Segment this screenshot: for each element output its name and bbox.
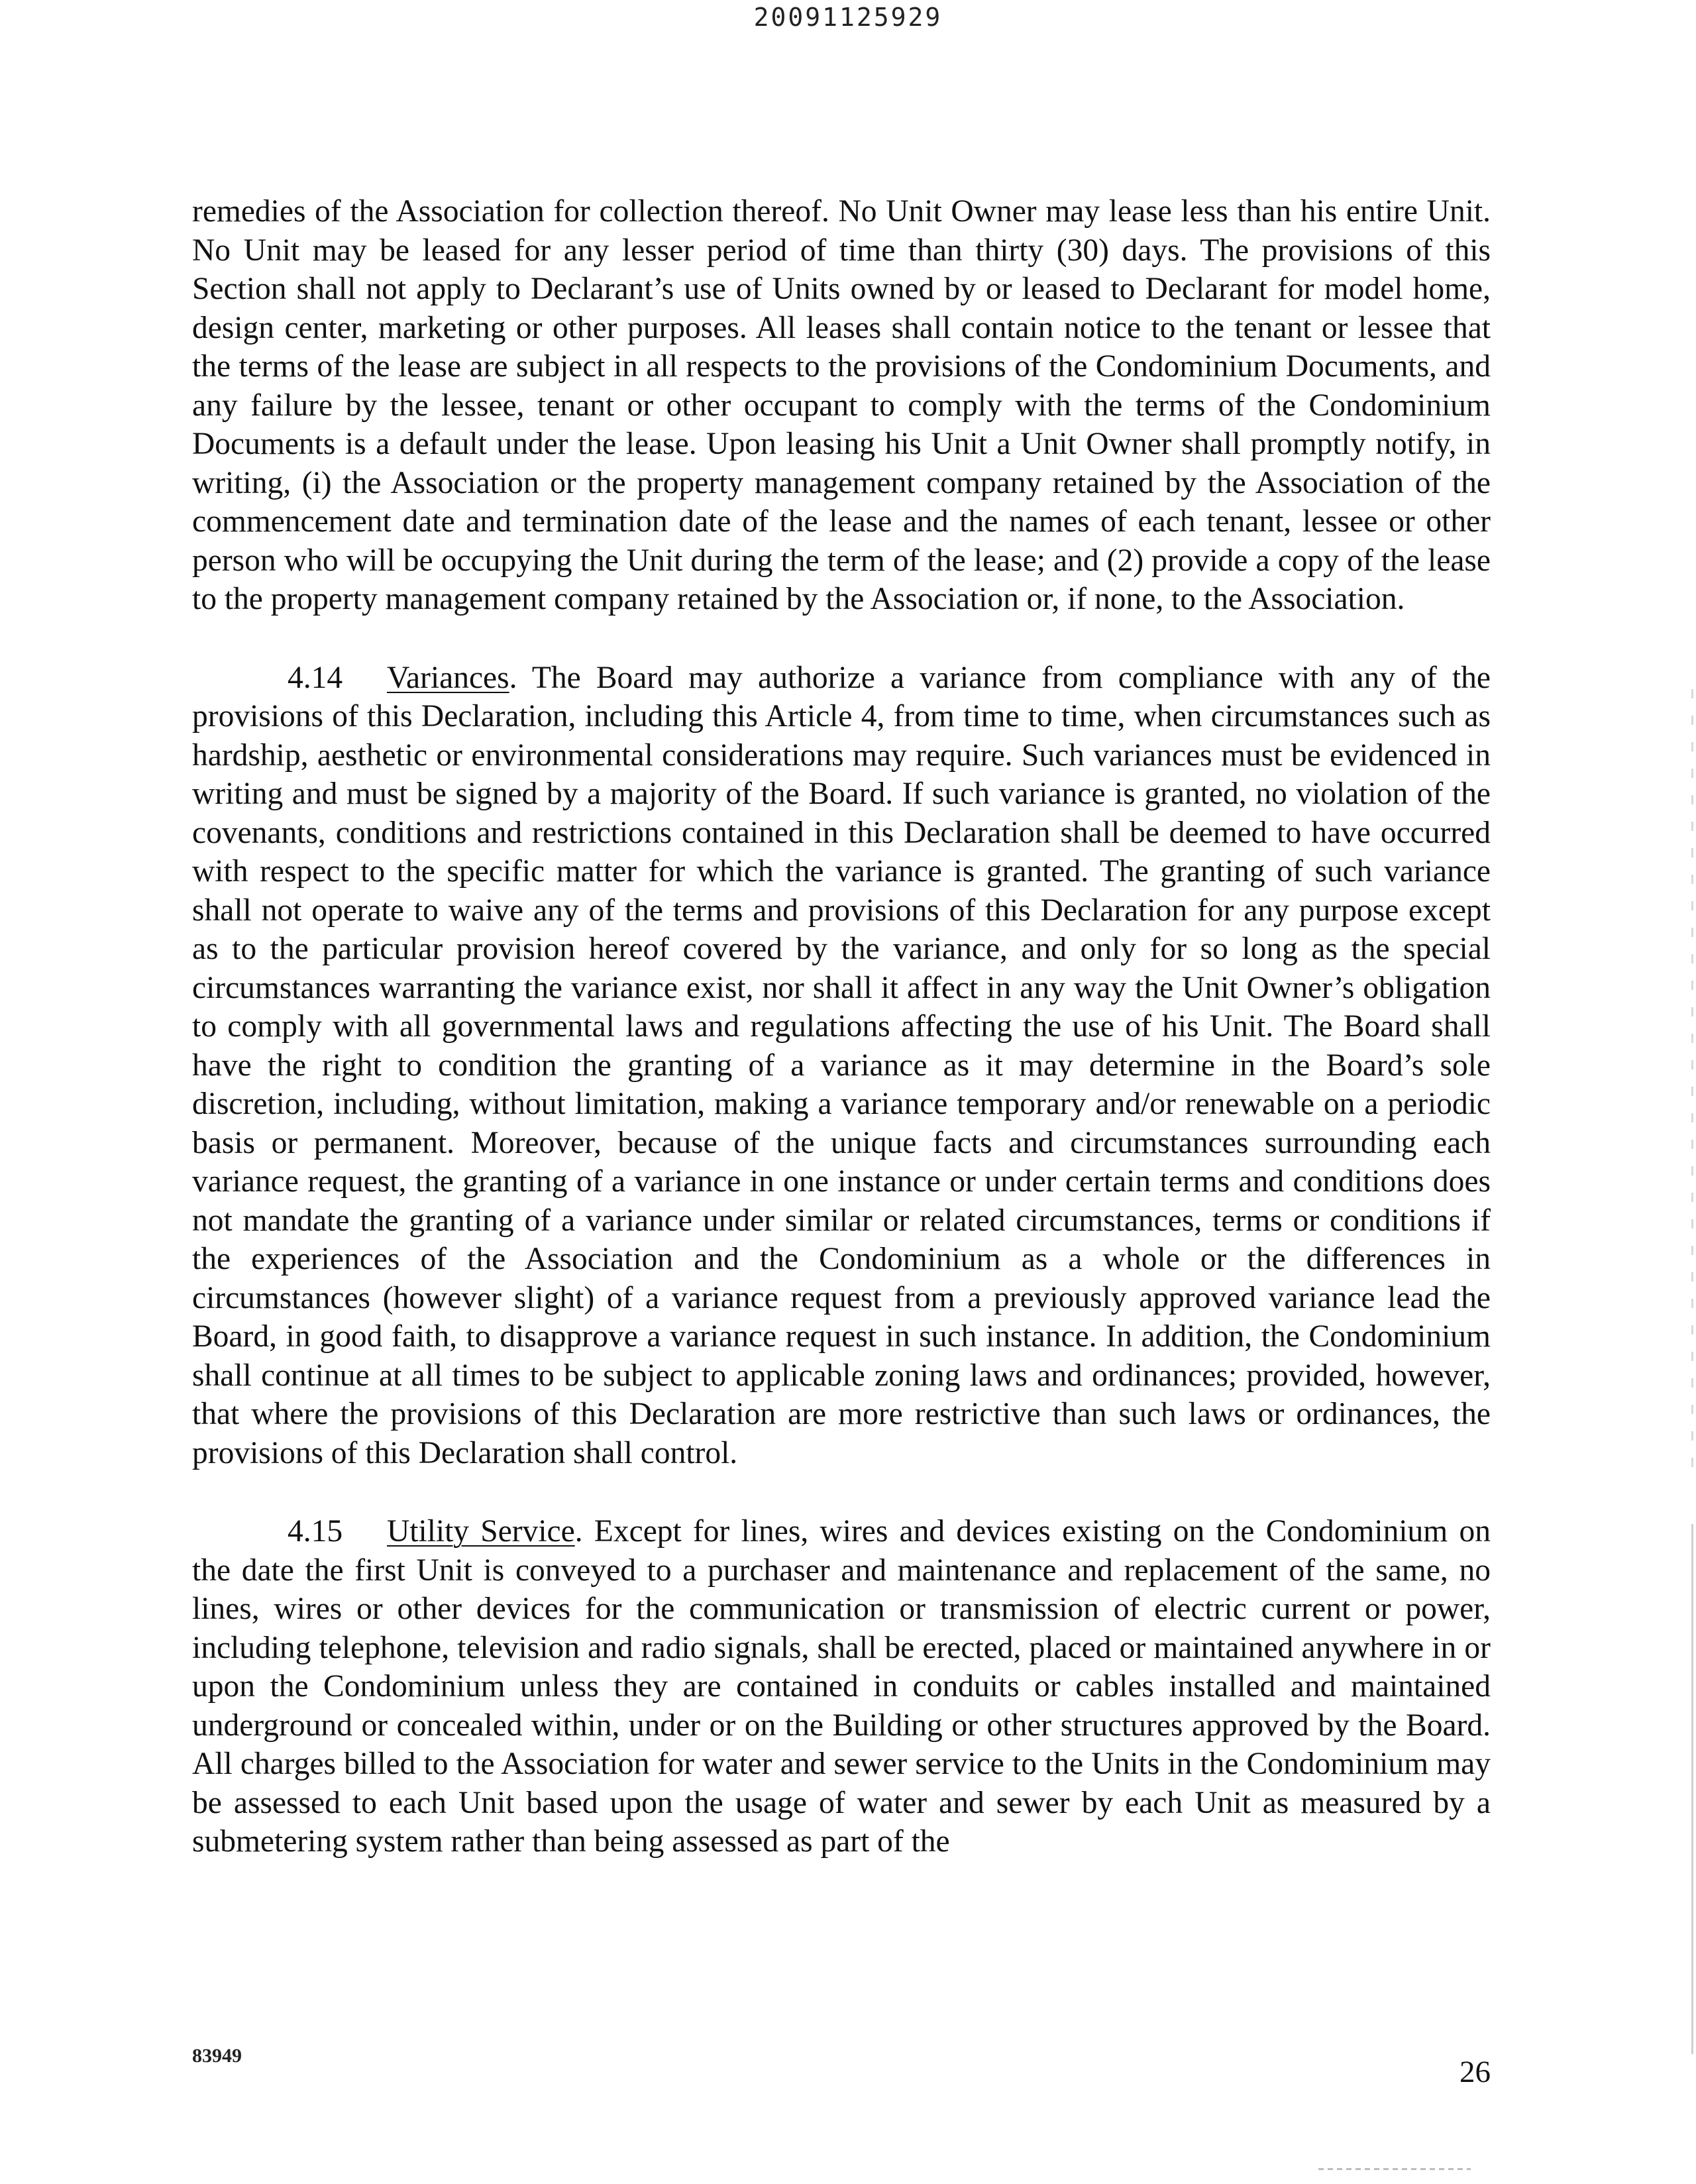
body-text bbox=[192, 192, 1491, 1861]
paragraph-continued: remedies of the Association for collection thereof. No Unit Owner may lease less than his entire Unit. No Unit may be leased for any lesser period of time than thirty (30) days. The provisions of this Section shall not apply to Declarant’s use of Units owned by or leased to Declarant for model home, design center, marketing or other purposes. All leases shall contain notice to the tenant or lessee that the terms of the lease are subject in all respects to the provisions of the Condominium Documents, and any failure by the lessee, tenant or other occupant to comply with the terms of the Condominium Documents is a default under the lease. Upon leasing his Unit a Unit Owner shall promptly notify, in writing, (i) the Association or the property management company retained by the Association of the commencement date and termination date of the lease and the names of each tenant, lessee or other person who will be occupying the Unit during the term of the lease; and (2) provide a copy of the lease to the property management company retained by the Association or, if none, to the Association. bbox=[192, 194, 1491, 616]
section-text: . The Board may authorize a variance from compliance with any of the provisions of this Declaration, including this Article 4, from time to time, when circumstances such as hardship, aesthetic or environmental considerations may require. Such variances must be evidenced in writing and must be signed by a majority of the Board. If such variance is granted, no violation of the covenants, conditions and restrictions contained in this Declaration shall be deemed to have occurred with respect to the specific matter for which the variance is granted. The granting of such variance shall not operate to waive any of the terms and provisions of this Declaration for any purpose except as to the particular provision hereof covered by the variance, and only for so long as the special circumstances warranting the variance exist, nor shall it affect in any way the Unit Owner’s obligation to comply with all governmental laws and regulations affecting the use of his Unit. The Board shall have the right to condition the granting of a variance as it may determine in the Board’s sole discretion, including, without limitation, making a variance temporary and/or renewable on a periodic basis or permanent. Moreover, because of the unique facts and circumstances surrounding each variance request, the granting of a variance in one instance or under certain terms and conditions does not mandate the granting of a variance under similar or related circumstances, terms or conditions if the experiences of the Association and the Condominium as a whole or the differences in circumstances (however slight) of a variance request from a previously approved variance lead the Board, in good faith, to disapprove a variance request in such instance. In addition, the Condominium shall continue at all times to be subject to applicable zoning laws and ordinances; provided, however, that where the provisions of this Declaration are more restrictive than such laws or ordinances, the provisions of this Declaration shall control. bbox=[192, 660, 1491, 1470]
section-4-14 bbox=[192, 659, 1491, 1473]
document-number: 20091125929 bbox=[753, 3, 943, 32]
section-4-15 bbox=[192, 1512, 1491, 1861]
section-number: 4.15 bbox=[288, 1514, 343, 1549]
page-number: 26 bbox=[1459, 2055, 1491, 2089]
section-number: 4.14 bbox=[288, 660, 343, 695]
scan-artifact-bottom bbox=[1318, 2168, 1471, 2170]
scan-artifact-dots bbox=[1691, 689, 1693, 1484]
section-heading: Variances bbox=[387, 660, 509, 695]
footer-doc-code: 83949 bbox=[192, 2045, 242, 2067]
section-text: . Except for lines, wires and devices existing on the Condominium on the date the first Unit is conveyed to a purchaser and maintenance and replacement of the same, no lines, wires or other devices for the communication or transmission of electric current or power, including telephone, television and radio signals, shall be erected, placed or maintained anywhere in or upon the Condominium unless they are contained in conduits or cables installed and maintained underground or concealed within, under or on the Building or other structures approved by the Board. All charges billed to the Association for water and sewer service to the Units in the Condominium may be assessed to each Unit based upon the usage of water and sewer by each Unit as measured by a submetering system rather than being assessed as part of the bbox=[192, 1514, 1491, 1859]
section-heading: Utility Service bbox=[387, 1514, 575, 1549]
scan-artifact-edge bbox=[1691, 1524, 1693, 2054]
